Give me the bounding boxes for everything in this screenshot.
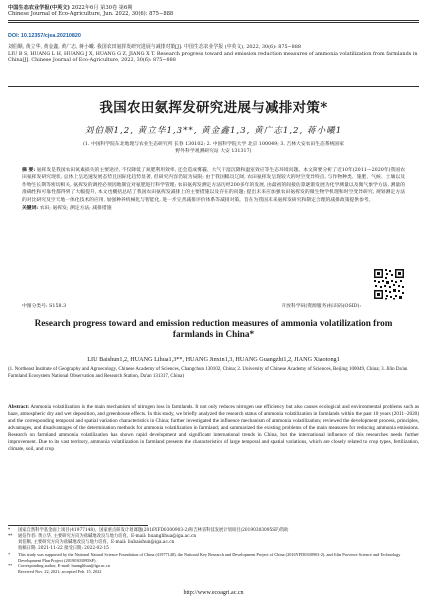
header-rule bbox=[8, 20, 419, 21]
footnote-text: 刘伯顺, 主要研究方向为盐碱地改良与地力培育。E-mail: liubaishun@iga.ac.cn bbox=[18, 539, 175, 545]
citation-rule bbox=[8, 86, 419, 87]
footnote-mark: ** bbox=[8, 563, 13, 569]
abstract-cn bbox=[22, 167, 405, 212]
footnote-text: 通信作者: 黄立华, 主要研究方向为盐碱地改良与地力培育。E-mail: huanglihua@iga.ac.cn bbox=[18, 533, 197, 539]
footnote-mark: * bbox=[8, 528, 11, 533]
header-rule-secondary bbox=[8, 22, 419, 23]
doi-link[interactable]: DOI: 10.12357/cjea.20210820 bbox=[8, 33, 81, 39]
paper-title-en: Research progress toward and emission reduction measures of ammonia volatilization from farmlands in China* bbox=[34, 318, 393, 340]
journal-name-cn: 中国生态农业学报(中英文) bbox=[8, 5, 70, 11]
keywords-cn-label: 关键词: bbox=[22, 205, 39, 212]
citation-cn: 刘伯顺, 黄立华, 黄金鑫, 黄广志, 蒋小曦. 我国农田氨挥发研究进展与减排对策[J]. 中国生态农业学报 (中英文), 2022, 30(6): 875−888 bbox=[8, 44, 301, 50]
paper-title-cn: 我国农田氨挥发研究进展与减排对策* bbox=[99, 100, 328, 116]
footnote-text: 收稿日期: 2021-11-22 接受日期: 2022-02-15 bbox=[18, 545, 109, 551]
journal-header bbox=[8, 5, 419, 18]
citation-en: LIU B S, HUANG L H, HUANG J X, HUANG G Z, JIANG X T. Research progress toward and emission reduction measures of ammonia volatilization from farmlands in China[J]. Chinese Journal of Eco-Agriculture, 2022, 30(6): 875−888 bbox=[8, 50, 418, 64]
clc-number: 中图分类号: S158.3 bbox=[22, 304, 67, 309]
citation-block bbox=[8, 44, 419, 64]
affiliations-en: (1. Northeast Institute of Geography and Agroecology, Chinese Academy of Sciences, Changchun 130102, China; 2. University of Chinese Academy of Sciences, Beijing 100049, China; 3. Jilin Da'an Farmland Ecosystem National Observation and Research Station, Da'an 131317, China) bbox=[8, 367, 408, 379]
abstract-en-label: Abstract: bbox=[8, 404, 30, 410]
keywords-cn-text: 农田; 氨挥发; 测定方法; 减排措施 bbox=[39, 206, 112, 212]
footnote-mark bbox=[8, 569, 18, 575]
abstract-en bbox=[8, 404, 419, 453]
footnote-item bbox=[8, 569, 419, 575]
author-list-en: LIU Baishun1,2, HUANG Lihua1,3**, HUANG Jinxin1,3, HUANG Guangzhi1,2, JIANG Xiaotong1 bbox=[87, 356, 340, 363]
footnote-mark: * bbox=[8, 551, 11, 557]
affiliation-cn-line-2: 野外科学观测研究站 大安 131317) bbox=[175, 149, 252, 154]
footnote-mark: ** bbox=[8, 533, 13, 539]
footnote-text: Received Nov. 22, 2021; accepted Feb. 15, 2022 bbox=[18, 569, 102, 575]
footnote-rule bbox=[8, 525, 148, 526]
abstract-cn-text: 氨挥发是我国农田氮素损失的主要途径, 不仅降低了氮肥利用效率, 还会造成雾霾、大气干湿沉降和温室效应等生态环境问题。本文简要分析了近10年(2011—2020年)我国农田氨挥发研究现状, 总体上呈迅速发展态势且国际化趋势显著, 但研究内容仍较为局限; 由于我国幅员辽阔, 农田氨挥发呈现较大的时空变异特点, 与作物种类、施肥、气候、土壤以及作物生长期等密切相关, 氨挥发的调控必须因地制宜对氨肥进行科学管理; 农田氨挥发测定方法历经200多年的发展, 由最初的间接估算逐渐发展为化学测量以及微气象学方法, 测量的准确性和可靠性都得到了大幅提升, 本文也概括总结了我国农田氨挥发减排上的主要措施以及存在的问题; 提出未来应加强农田氨挥发的微生物学机理和时空变异研究, 规划测定方法的对比研究及空天地一体化技术的应用, 加强种养机械化与智能化, 进一步完善减排评价体系等减排对策。旨在为我国未来氨挥发研究和制定合理的减排政策提供参考。 bbox=[22, 168, 405, 203]
journal-name-en: Chinese Journal of Eco-Agriculture, Jun. 2022, 30(6): 875−888 bbox=[8, 11, 174, 18]
journal-url-link[interactable]: http://www.ecoagri.ac.cn bbox=[183, 590, 244, 596]
abstract-cn-label: 摘 要: bbox=[22, 167, 36, 173]
author-list-cn: 刘伯顺1,2, 黄立华1,3**, 黄金鑫1,3, 黄广志1,2, 蒋小曦1 bbox=[84, 126, 343, 136]
classification-line bbox=[22, 303, 405, 310]
journal-issue-cn: 2022年6月 第30卷 第6期 bbox=[71, 5, 133, 11]
footnote-text: Corresponding author, E-mail: huanglihua@iga.ac.cn bbox=[18, 563, 110, 569]
footnote-text: This study was supported by the National Natural Science Foundation of China (41977148), the National Key Research and Development Project of China (2016YFD0300903-2), and Jilin Province Science and Technology Development Plan Project (20190303095SF). bbox=[18, 551, 401, 563]
footnote-text: 国家自然科学基金面上项目(41977148)、国家重点研发计划课题(2016YFD0300903-2)和吉林省科技发展计划项目(20190303095SF)资助 bbox=[18, 528, 289, 533]
footnotes bbox=[8, 528, 419, 575]
abstract-en-text: Ammonia volatilization is the main mechanism of nitrogen loss in farmlands. It not only reduces nitrogen use efficiency but also causes ecological and environmental problems such as haze, atmospheric dry and wet deposition, and greenhouse effects. In this study, we briefly analyzed the research status of ammonia volatilization in farmlands within the past 10 years (2011−2020) and the corresponding temporal and spatial variation characteristics in China; further investigated the influence mechanism of ammonia volatilization; reviewed the development process, principles, advantages, and disadvantages of the determination methods for ammonia volatilization in farmland; and summarized the existing problems of the main measures for reducing ammonia emissions. Research on farmland ammonia volatilization has shown rapid development and significant international trends in China, but the international influence of this researches needs further improvement. Due to its vast territory, ammonia volatilization in farmland presents the characteristics of large temporal and spatial variations, which are closely related to crop types, fertilization, climate, soil, and crop bbox=[8, 404, 419, 452]
osid-label: 开放科学码(资源服务)标识码(OSID): bbox=[281, 304, 361, 309]
footnote-item bbox=[8, 552, 419, 564]
osid-qr-code-icon[interactable] bbox=[373, 268, 405, 300]
affiliations-cn bbox=[18, 141, 409, 155]
affiliation-cn-line-1: (1. 中国科学院东北地理与农业生态研究所 长春 130102; 2. 中国科学院大学 北京 100049; 3. 吉林大安农田生态系统国家 bbox=[82, 142, 345, 147]
